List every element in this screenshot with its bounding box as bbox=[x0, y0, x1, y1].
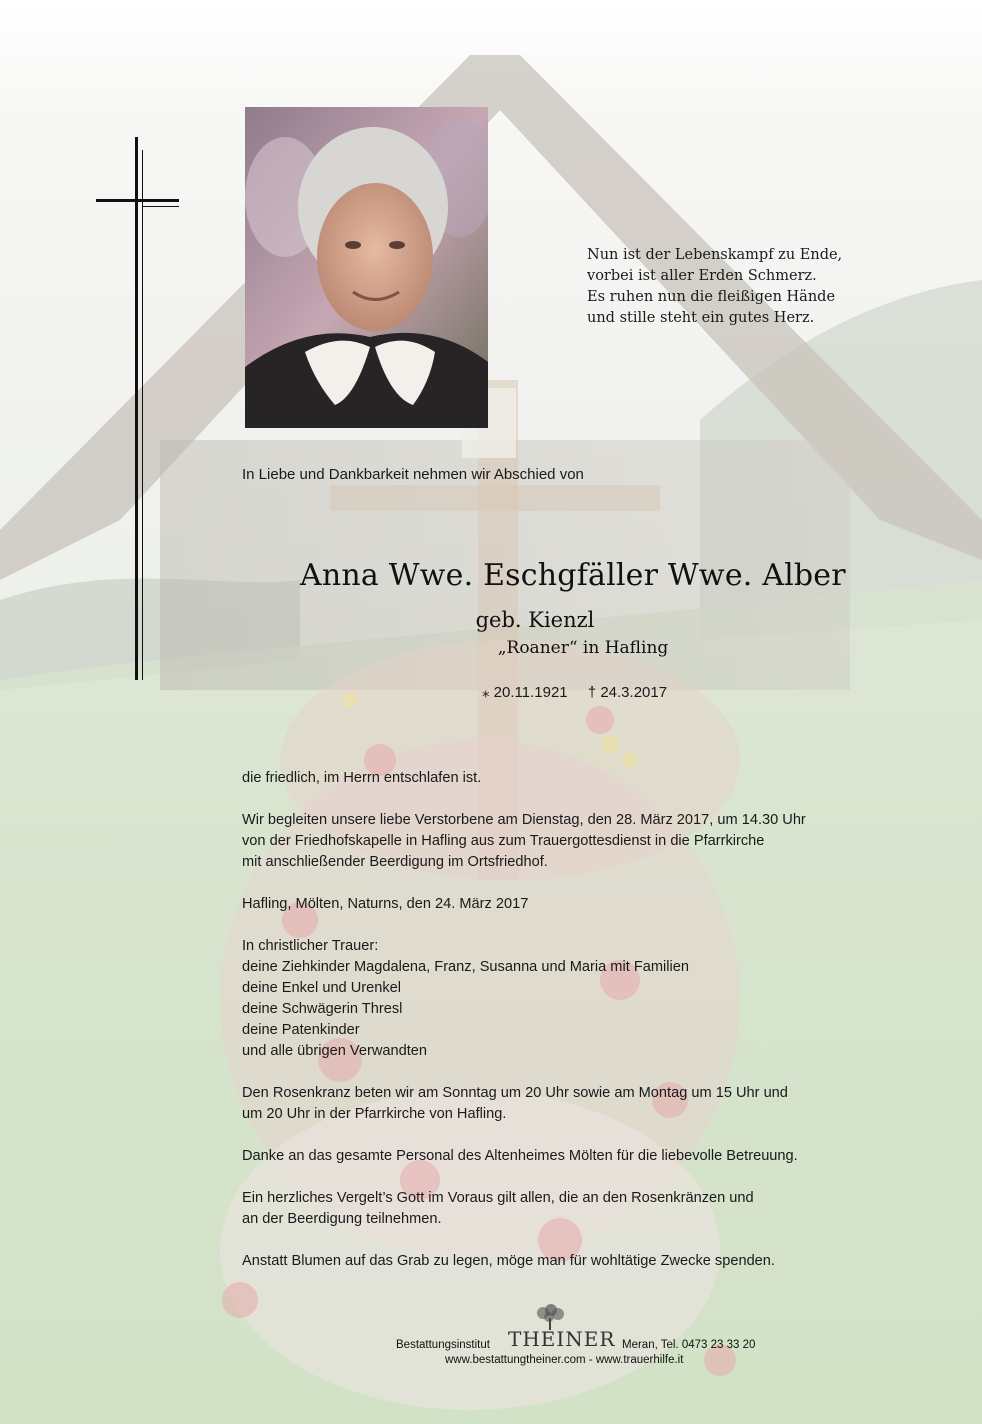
footer-prefix: Bestattungsinstitut bbox=[396, 1339, 490, 1351]
verse-line: Nun ist der Lebenskampf zu Ende, bbox=[587, 247, 843, 263]
text-line: von der Friedhofskapelle in Hafling aus zum Trauergottesdienst in die Pfarrkirche bbox=[242, 833, 765, 849]
house-name: „Roaner“ in Hafling bbox=[497, 638, 669, 658]
text-line: die friedlich, im Herrn entschlafen ist. bbox=[242, 770, 482, 786]
text-line: deine Ziehkinder Magdalena, Franz, Susanna und Maria mit Familien bbox=[242, 959, 689, 975]
life-dates bbox=[482, 683, 667, 701]
death-date: 24.3.2017 bbox=[600, 684, 668, 701]
text-line: mit anschließender Beerdigung im Ortsfriedhof. bbox=[242, 854, 548, 870]
text-line: Ein herzliches Vergelt’s Gott im Voraus gilt allen, die an den Rosenkränzen und bbox=[242, 1190, 754, 1206]
birth-name: geb. Kienzl bbox=[475, 608, 595, 632]
deceased-name: Anna Wwe. Eschgfäller Wwe. Alber bbox=[300, 558, 846, 593]
text-line: deine Patenkinder bbox=[242, 1022, 360, 1038]
text-line: um 20 Uhr in der Pfarrkirche von Hafling. bbox=[242, 1106, 507, 1122]
text-line: Wir begleiten unsere liebe Verstorbene am Dienstag, den 28. März 2017, um 14.30 Uhr bbox=[242, 812, 806, 828]
text-line: an der Beerdigung teilnehmen. bbox=[242, 1211, 442, 1227]
birth-star-icon: ⁎ bbox=[482, 684, 490, 701]
text-line: Hafling, Mölten, Naturns, den 24. März 2017 bbox=[242, 896, 529, 912]
paragraph-thanks bbox=[242, 1146, 922, 1167]
intro-text: In Liebe und Dankbarkeit nehmen wir Abschied von bbox=[242, 466, 584, 483]
paragraph-gratitude bbox=[242, 1188, 922, 1230]
verse bbox=[587, 245, 847, 329]
birth-date: 20.11.1921 bbox=[493, 684, 568, 701]
paragraph-mourners bbox=[242, 936, 922, 1062]
paragraph-place-date bbox=[242, 894, 922, 915]
footer-contact: Meran, Tel. 0473 23 33 20 bbox=[622, 1339, 756, 1351]
text-line: Den Rosenkranz beten wir am Sonntag um 20 Uhr sowie am Montag um 15 Uhr und bbox=[242, 1085, 788, 1101]
death-cross-icon: † bbox=[587, 684, 597, 701]
paragraph-rosary bbox=[242, 1083, 922, 1125]
verse-line: Es ruhen nun die fleißigen Hände bbox=[587, 289, 836, 305]
verse-line: und stille steht ein gutes Herz. bbox=[587, 310, 815, 326]
verse-line: vorbei ist aller Erden Schmerz. bbox=[587, 268, 817, 284]
text-line: Danke an das gesamte Personal des Altenheimes Mölten für die liebevolle Betreuung. bbox=[242, 1148, 798, 1164]
footer-web: www.bestattungtheiner.com - www.trauerhilfe.it bbox=[445, 1354, 684, 1366]
paragraph bbox=[242, 768, 922, 789]
footer-brand: THEINER bbox=[508, 1327, 616, 1351]
text-line: deine Schwägerin Thresl bbox=[242, 1001, 403, 1017]
text-line: In christlicher Trauer: bbox=[242, 938, 379, 954]
paragraph-donations bbox=[242, 1251, 922, 1272]
portrait-photo bbox=[245, 107, 488, 428]
text-line: deine Enkel und Urenkel bbox=[242, 980, 402, 996]
text-line: und alle übrigen Verwandten bbox=[242, 1043, 427, 1059]
text-line: Anstatt Blumen auf das Grab zu legen, möge man für wohltätige Zwecke spenden. bbox=[242, 1253, 775, 1269]
paragraph-funeral bbox=[242, 810, 922, 873]
obituary-body bbox=[242, 768, 922, 1293]
